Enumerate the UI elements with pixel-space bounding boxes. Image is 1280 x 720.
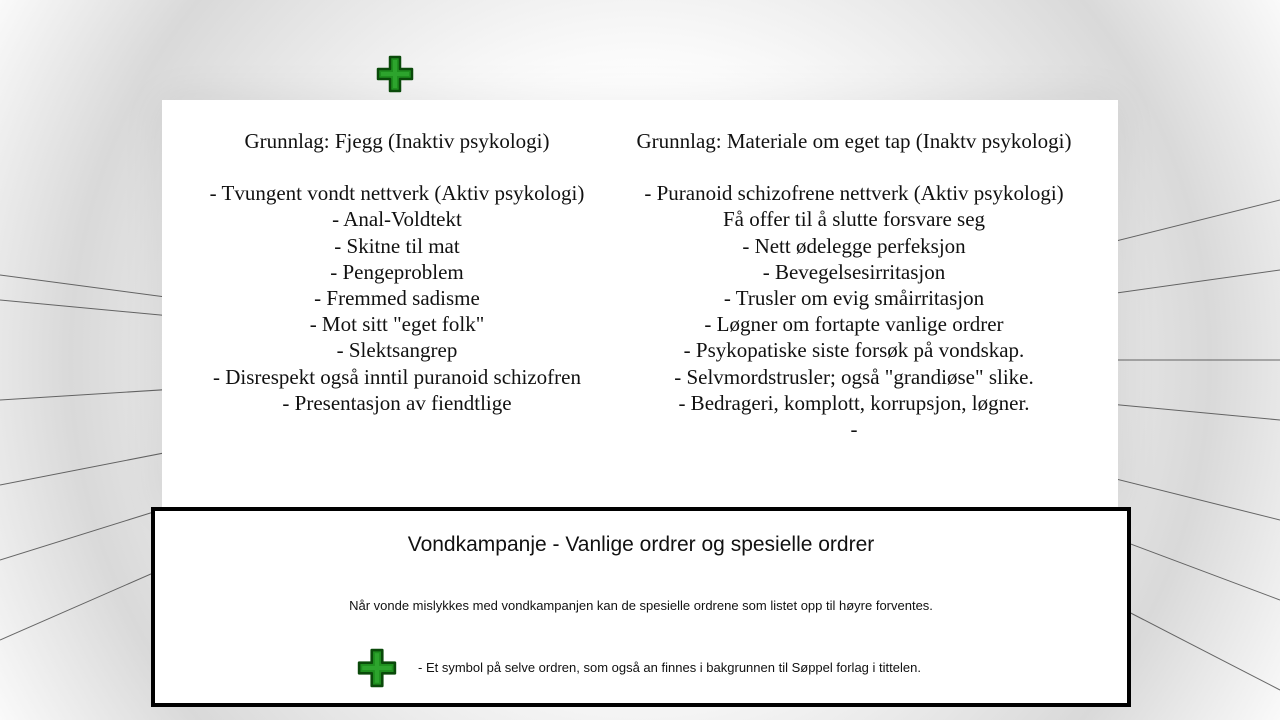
right-list-item: - Bedrageri, komplott, korrupsjon, løgner. bbox=[678, 390, 1030, 415]
left-list-item: - Pengeproblem bbox=[330, 259, 464, 284]
right-list-item: Få offer til å slutte forsvare seg bbox=[722, 207, 986, 232]
right-column bbox=[614, 128, 1094, 442]
right-list-item: - Selvmordstrusler; også "grandiøse" slike. bbox=[674, 364, 1034, 389]
right-list-item: - Nett ødelegge perfeksjon bbox=[742, 233, 966, 258]
left-column bbox=[167, 128, 627, 416]
right-list-item: - Trusler om evig småirritasjon bbox=[723, 286, 985, 311]
left-list-item: - Tvungent vondt nettverk (Aktiv psykologi) bbox=[209, 181, 585, 206]
right-list-item: - bbox=[850, 417, 858, 442]
left-list-item: - Slektsangrep bbox=[336, 338, 458, 363]
left-list-item: - Disrespekt også inntil puranoid schizofren bbox=[213, 364, 581, 389]
left-list-item: - Mot sitt "eget folk" bbox=[309, 312, 485, 337]
left-list-item: - Anal-Voldtekt bbox=[332, 207, 462, 232]
left-column-heading: Grunnlag: Fjegg (Inaktiv psykologi) bbox=[244, 129, 550, 153]
green-cross-icon bbox=[376, 55, 414, 93]
right-list-item: - Bevegelsesirritasjon bbox=[762, 259, 946, 284]
left-list-item: - Skitne til mat bbox=[334, 233, 460, 258]
info-box bbox=[151, 507, 1131, 707]
right-list-item: - Psykopatiske siste forsøk på vondskap. bbox=[683, 338, 1025, 363]
right-list-item: - Løgner om fortapte vanlige ordrer bbox=[704, 312, 1004, 337]
right-list-item: - Puranoid schizofrene nettverk (Aktiv psykologi) bbox=[644, 181, 1064, 206]
green-cross-icon bbox=[357, 648, 397, 688]
info-box-title: Vondkampanje - Vanlige ordrer og spesielle ordrer bbox=[407, 533, 875, 556]
info-box-description: Når vonde mislykkes med vondkampanjen kan de spesielle ordrene som listet opp til høyre forventes. bbox=[349, 598, 933, 613]
left-list-item: - Presentasjon av fiendtlige bbox=[282, 390, 512, 415]
left-list-item: - Fremmed sadisme bbox=[314, 286, 480, 311]
right-column-heading: Grunnlag: Materiale om eget tap (Inaktv psykologi) bbox=[636, 129, 1072, 153]
legend-text: - Et symbol på selve ordren, som også an finnes i bakgrunnen til Søppel forlag i tittelen. bbox=[418, 660, 921, 675]
